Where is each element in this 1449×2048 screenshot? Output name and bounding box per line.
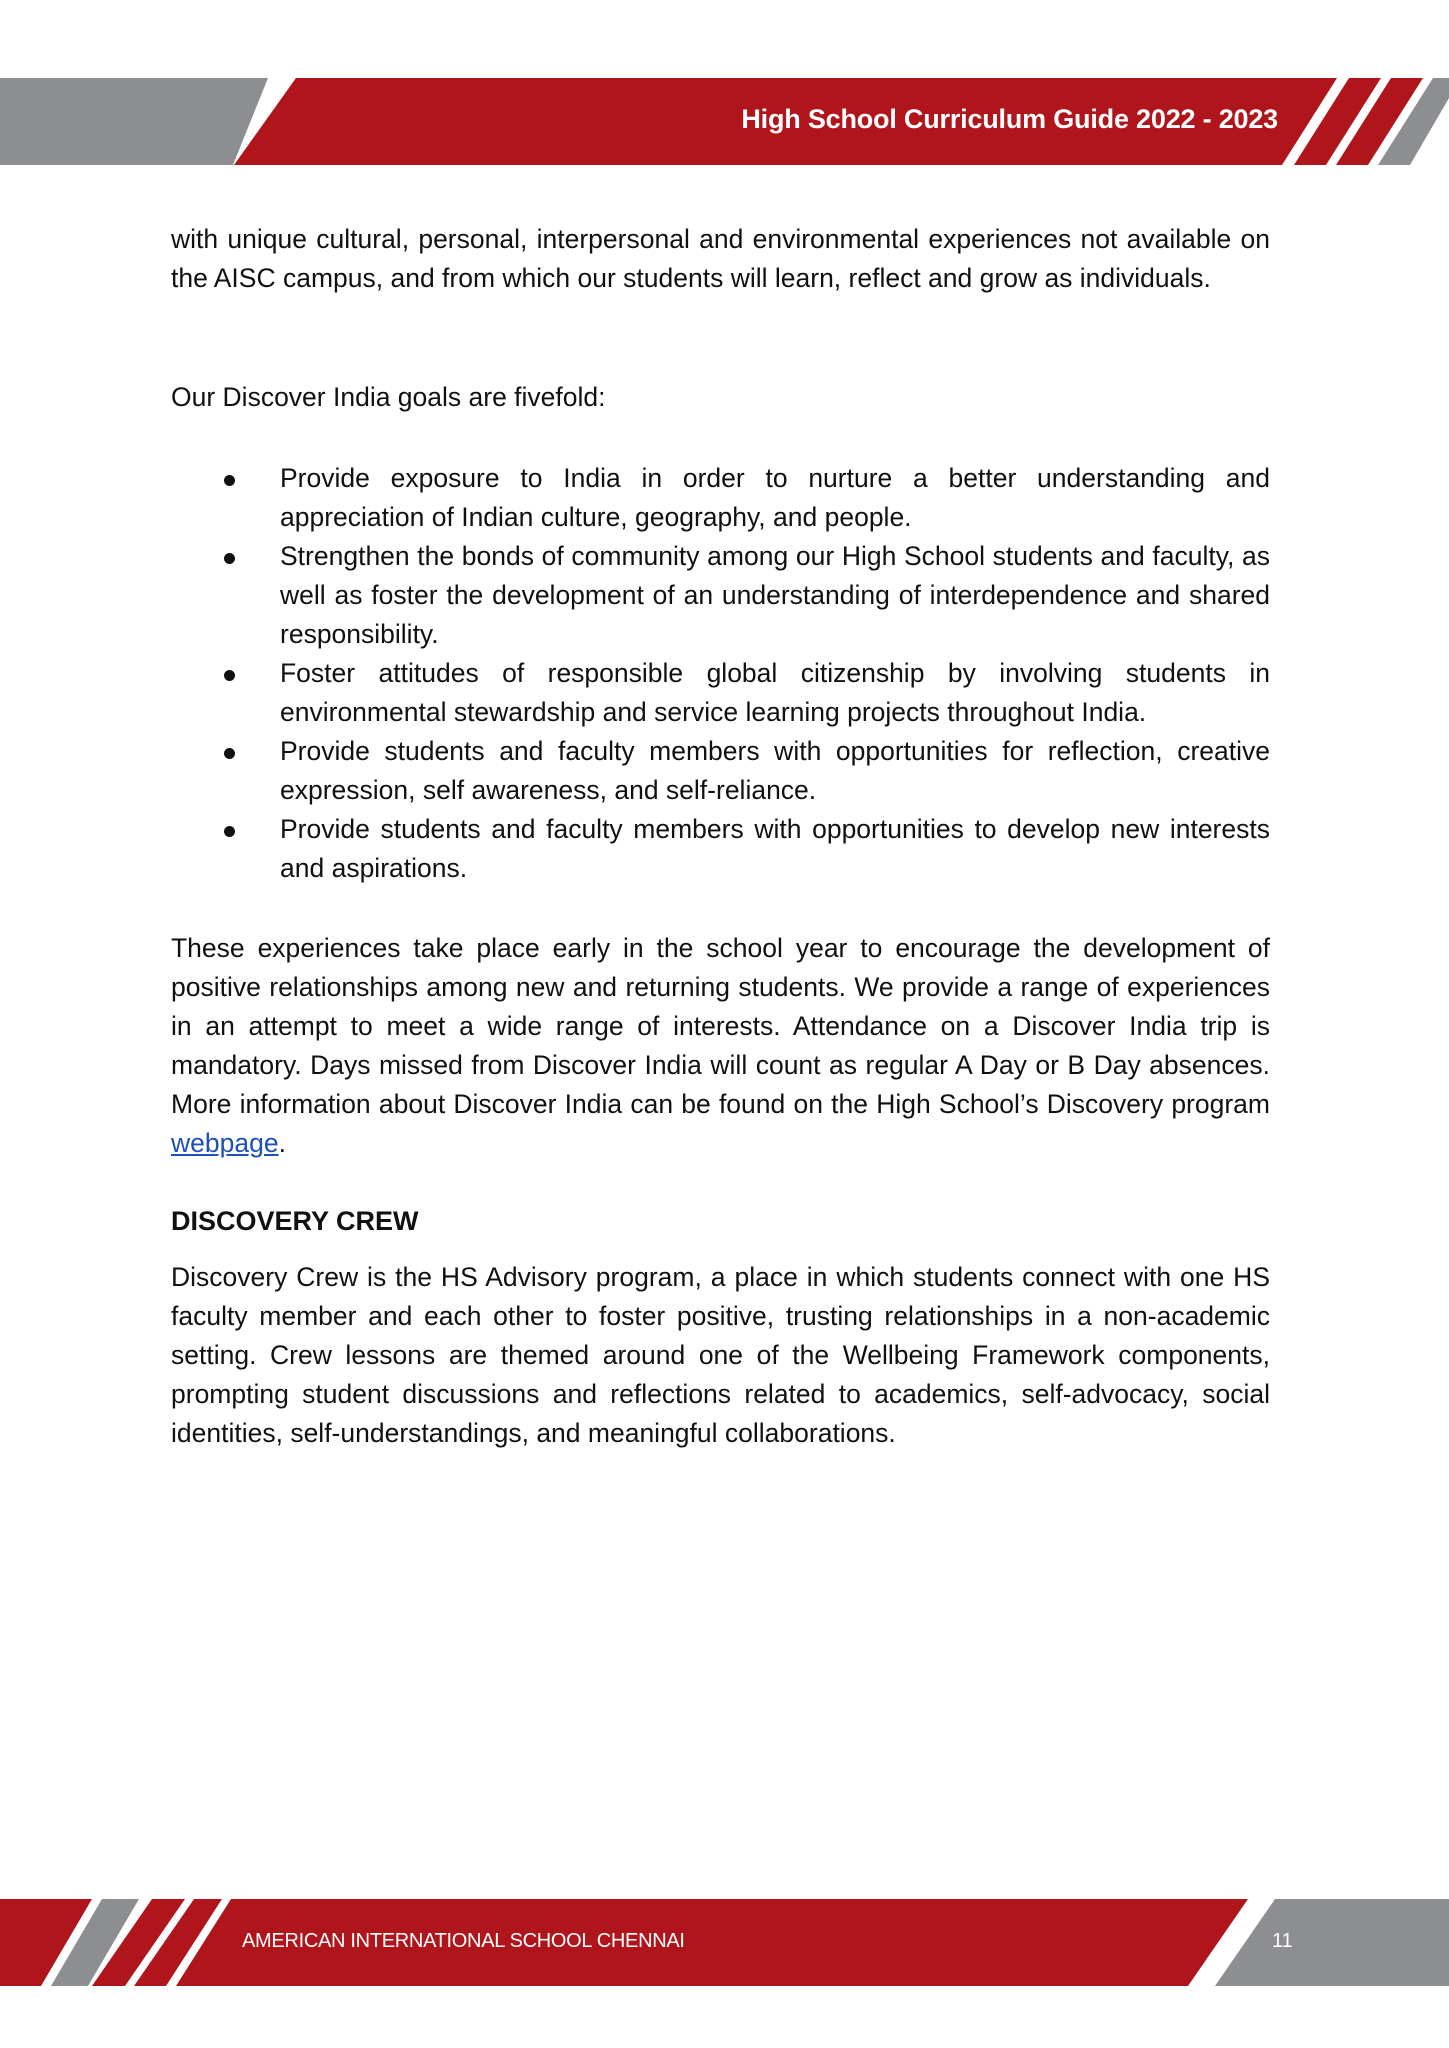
discovery-crew-paragraph: Discovery Crew is the HS Advisory program, a place in which students connect with one HS faculty member and each other to foster positive, trusting relationships in a non-academic setting. Crew lessons are themed around one of the Wellbeing Framework components, prompting student discussions and reflections related to academics, self-advocacy, social identities, self-understandings, and meaningful collaborations. (171, 1262, 1270, 1448)
goal-text: Provide exposure to India in order to nurture a better understanding and appreciation of Indian culture, geography, and people. (280, 463, 1270, 532)
bullet-icon (224, 748, 235, 759)
goals-intro: Our Discover India goals are fivefold: (171, 382, 606, 412)
page-footer-banner (0, 1899, 1449, 1986)
bullet-icon (224, 475, 235, 486)
goal-text: Provide students and faculty members with opportunities to develop new interests and aspirations. (280, 814, 1270, 883)
bullet-icon (224, 826, 235, 837)
list-item (171, 537, 1270, 654)
period: . (278, 1128, 286, 1158)
school-name: AMERICAN INTERNATIONAL SCHOOL CHENNAI (242, 1930, 685, 1952)
intro-continuation-paragraph: with unique cultural, personal, interpersonal and environmental experiences not available on the AISC campus, and from which our students will learn, reflect and grow as individuals. (171, 224, 1270, 293)
goal-text: Strengthen the bonds of community among our High School students and faculty, as well as foster the development of an understanding of interdependence and shared responsibility. (280, 541, 1270, 649)
bullet-icon (224, 553, 235, 564)
footer-stripes-graphic (0, 1899, 1449, 1986)
goal-text: Provide students and faculty members with opportunities for reflection, creative expression, self awareness, and self-reliance. (280, 736, 1270, 805)
experiences-text: These experiences take place early in the school year to encourage the development of positive relationships among new and returning students. We provide a range of experiences in an attempt to meet a wide range of interests. Attendance on a Discover India trip is mandatory. Days missed from Discover India will count as regular A Day or B Day absences. More information about Discover India can be found on the High School’s Discovery program (171, 933, 1270, 1119)
list-item (171, 732, 1270, 810)
list-item (171, 459, 1270, 537)
goals-list (171, 459, 1270, 888)
webpage-link[interactable]: webpage (171, 1128, 279, 1158)
experiences-paragraph (171, 929, 1270, 1163)
goal-text: Foster attitudes of responsible global citizenship by involving students in environmental stewardship and service learning projects throughout India. (280, 658, 1270, 727)
page-header-banner (0, 78, 1449, 165)
section-heading-discovery-crew: DISCOVERY CREW (171, 1206, 419, 1236)
list-item (171, 810, 1270, 888)
document-title: High School Curriculum Guide 2022 - 2023 (741, 104, 1278, 134)
page-number: 11 (1272, 1930, 1293, 1952)
list-item (171, 654, 1270, 732)
bullet-icon (224, 670, 235, 681)
